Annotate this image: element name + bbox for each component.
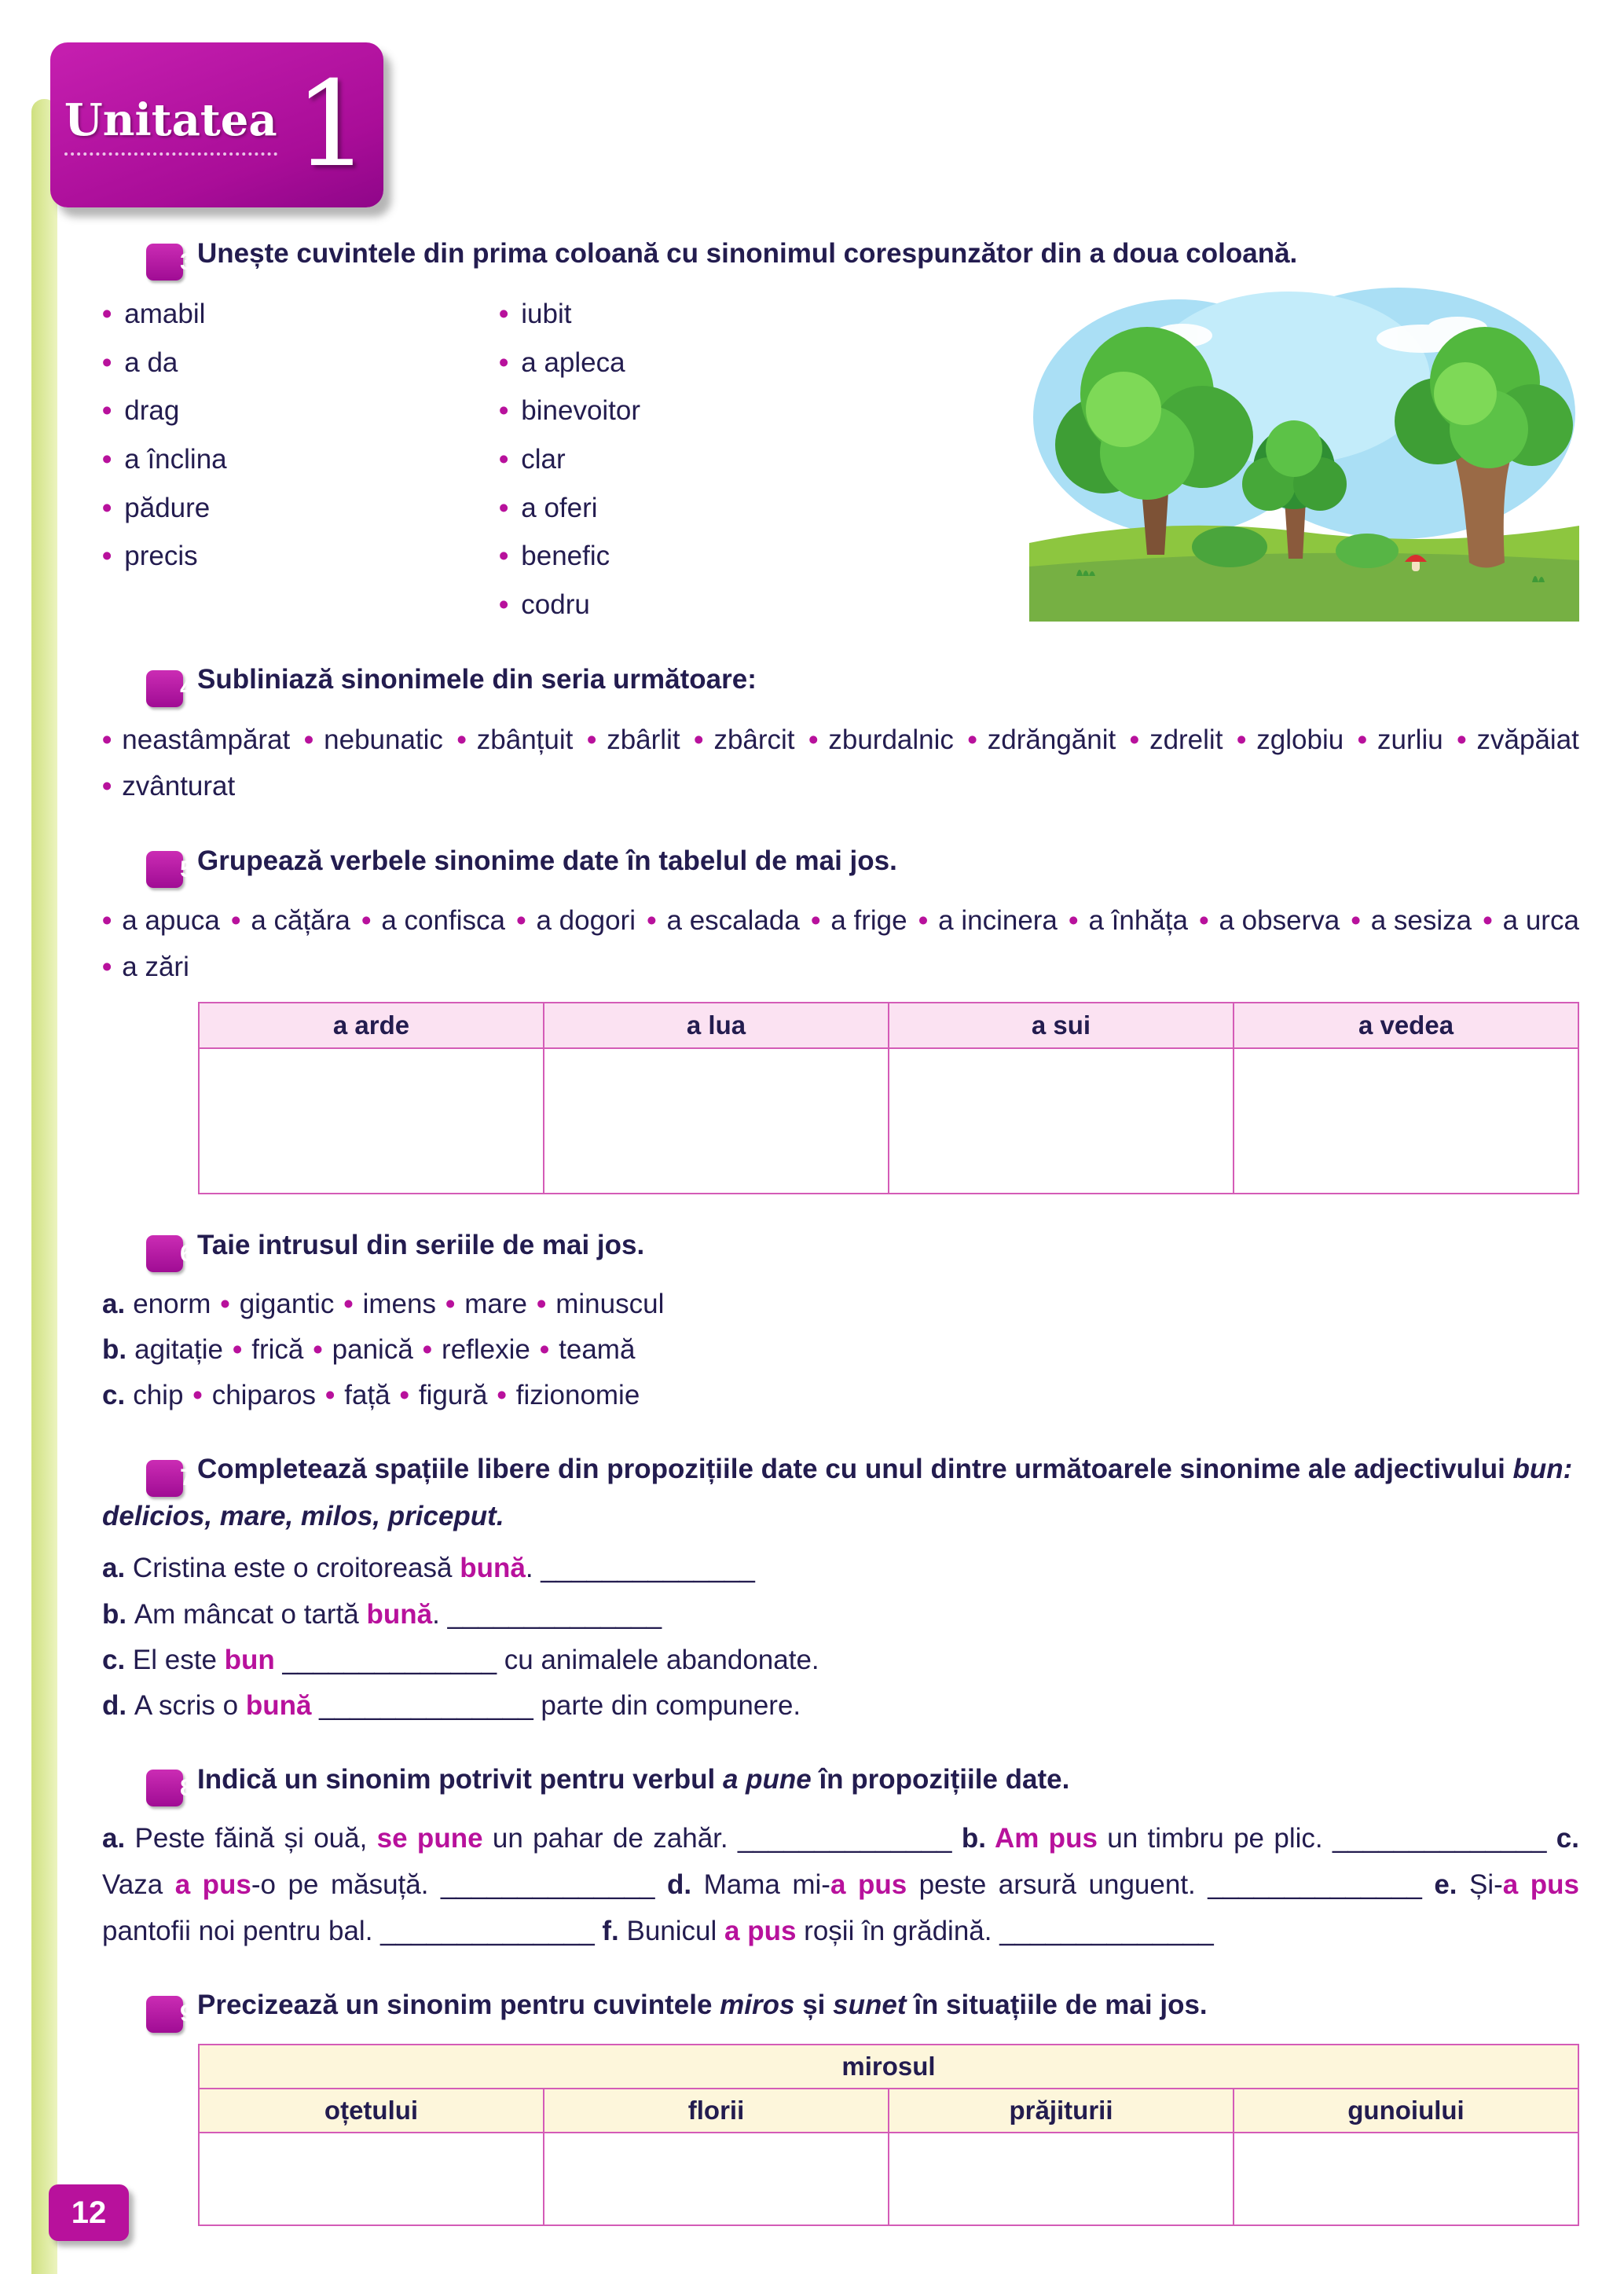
text-segment [1422, 1869, 1435, 1900]
list-item [1457, 717, 1579, 764]
column-header: a lua [544, 1003, 889, 1048]
bullet-icon: • [647, 904, 657, 936]
bullet-icon: • [1483, 904, 1493, 936]
forest-illustration-svg [1029, 284, 1579, 622]
group-header: mirosul [199, 2045, 1578, 2089]
text-segment: Indică un sinonim potrivit pentru verbul [197, 1763, 723, 1795]
exercise-number-badge: 7 [146, 1460, 183, 1497]
exercise-title-text [102, 1454, 1572, 1531]
exercise-title [102, 234, 1579, 281]
exercise-paragraph [102, 1816, 1579, 1954]
sentence [102, 1546, 1579, 1591]
bullet-separator-icon: • [192, 1380, 203, 1411]
series-word[interactable]: agitație [134, 1334, 223, 1366]
bullet-icon: • [1129, 724, 1140, 755]
page-number-badge: 12 [49, 2184, 129, 2241]
sentence [102, 1638, 1579, 1683]
bullet-separator-icon: • [497, 1380, 507, 1411]
table-header-row [199, 1003, 1578, 1048]
content [102, 234, 1579, 2257]
smell-table [198, 2044, 1579, 2226]
list-item [102, 717, 290, 764]
bullet-separator-icon: • [445, 1289, 456, 1320]
list-item [1069, 897, 1188, 944]
word: a apleca [521, 347, 625, 378]
word: drag [124, 395, 180, 427]
unit-number: 1 [294, 57, 370, 193]
list-item [647, 897, 800, 944]
bullet-separator-icon: • [220, 1289, 230, 1320]
text-segment [654, 1869, 667, 1900]
text-segment: Precizează un sinonim pentru cuvintele [197, 1990, 720, 2021]
highlighted-word: a pus [174, 1869, 251, 1900]
exercise-6 [102, 1226, 1579, 1419]
bullet-icon: • [499, 347, 509, 378]
exercise-5 [102, 842, 1579, 1194]
text-segment: d. [667, 1869, 704, 1900]
column-header: prăjiturii [889, 2089, 1234, 2133]
text-segment: c. [102, 1644, 133, 1675]
answer-blank[interactable]: ______________ [1208, 1869, 1422, 1900]
word[interactable]: a înhăța [1088, 904, 1188, 936]
text-segment: . [525, 1553, 541, 1584]
word[interactable]: a urca [1502, 904, 1579, 936]
list-item[interactable] [499, 339, 939, 387]
word[interactable]: a confisca [381, 904, 505, 936]
series-word[interactable]: față [344, 1380, 390, 1411]
highlighted-word: bună [460, 1553, 526, 1584]
series-word[interactable]: gigantic [239, 1289, 335, 1320]
text-segment: a. [102, 1553, 133, 1584]
word[interactable]: zvânturat [122, 771, 236, 802]
word[interactable]: nebunatic [324, 724, 443, 755]
bullet-separator-icon: • [422, 1334, 433, 1366]
series-words [133, 1289, 664, 1319]
text-segment: peste arsură unguent. [907, 1869, 1208, 1900]
text-segment: Am mâncat o tartă [134, 1598, 367, 1630]
series-word[interactable]: chiparos [211, 1380, 316, 1411]
exercise-title [102, 1986, 1579, 2032]
series-words [133, 1380, 640, 1410]
word[interactable]: a zări [122, 952, 189, 983]
exercise-3 [102, 234, 1579, 629]
word: amabil [124, 299, 206, 330]
text-segment: cu animalele abandonate. [497, 1644, 819, 1675]
text-segment: bun: delicios, mare, milos, priceput. [102, 1454, 1573, 1531]
word: benefic [521, 541, 610, 572]
text-segment: miros [720, 1990, 795, 2021]
exercise-title [102, 660, 1579, 706]
list-item [231, 897, 350, 944]
exercise-number-badge: 3 [146, 244, 183, 281]
word: pădure [124, 492, 211, 523]
text-segment: El este [132, 1644, 225, 1675]
word[interactable]: zdrelit [1149, 724, 1223, 755]
list-item[interactable] [499, 532, 939, 581]
answer-blank[interactable]: ______________ [282, 1644, 497, 1675]
word[interactable]: zurliu [1377, 724, 1443, 755]
bullet-icon: • [694, 724, 704, 755]
column-header: a sui [889, 1003, 1234, 1048]
answer-blank[interactable]: ______________ [541, 1553, 755, 1584]
highlighted-word: a pus [830, 1869, 907, 1900]
word-series-line [102, 1327, 1579, 1373]
list-item[interactable] [102, 387, 499, 435]
exercise-title-text [197, 1990, 1208, 2020]
group-header-row [199, 2045, 1578, 2089]
bullet-icon: • [1069, 904, 1079, 936]
bullet-icon: • [1199, 904, 1209, 936]
exercise-title [102, 1226, 1579, 1272]
series-word[interactable]: minuscul [555, 1289, 665, 1320]
text-segment: pantofii noi pentru bal. [102, 1915, 381, 1946]
exercise-9 [102, 1986, 1579, 2225]
list-item[interactable] [102, 484, 499, 533]
exercise-7 [102, 1450, 1579, 1728]
text-segment: b. [961, 1823, 995, 1854]
text-segment: în propozițiile date. [811, 1763, 1070, 1795]
text-segment: Și- [1469, 1869, 1503, 1900]
word[interactable]: a apuca [122, 904, 220, 936]
list-item [1237, 717, 1344, 764]
text-segment: Peste făină și ouă, [134, 1823, 377, 1854]
answer-blank[interactable]: ______________ [380, 1915, 595, 1946]
answer-cell[interactable] [889, 2133, 1234, 2225]
bullet-icon: • [102, 771, 112, 802]
word[interactable]: a sesiza [1370, 904, 1472, 936]
answer-row [199, 1048, 1578, 1194]
exercise-number-badge: 5 [146, 851, 183, 888]
word: codru [521, 589, 590, 620]
series-list [102, 1282, 1579, 1418]
text-segment [951, 1823, 961, 1854]
list-item [1199, 897, 1340, 944]
list-item[interactable] [102, 532, 499, 581]
series-word[interactable]: frică [251, 1334, 304, 1366]
bullet-icon: • [303, 724, 314, 755]
bullet-icon: • [102, 299, 112, 330]
bullet-icon: • [1357, 724, 1368, 755]
bullet-icon: • [456, 724, 467, 755]
text-segment: b. [102, 1598, 134, 1630]
word[interactable]: zbârcit [713, 724, 795, 755]
series-word[interactable]: panică [332, 1334, 413, 1366]
word[interactable]: a cățăra [251, 904, 350, 936]
text-segment: d. [102, 1689, 134, 1721]
bullet-icon: • [499, 444, 509, 475]
text-segment: un timbru pe plic. [1097, 1823, 1333, 1854]
bullet-separator-icon: • [539, 1334, 550, 1366]
list-item [516, 897, 636, 944]
bullet-icon: • [102, 904, 112, 936]
series-word[interactable]: teamă [559, 1334, 636, 1366]
text-segment: -o pe măsuță. [251, 1869, 441, 1900]
list-item [1351, 897, 1472, 944]
text-segment: e. [1434, 1869, 1470, 1900]
highlighted-word: bună [245, 1689, 312, 1721]
list-item[interactable] [499, 581, 939, 629]
list-item[interactable] [102, 290, 499, 339]
list-item [102, 763, 235, 810]
bullet-icon: • [499, 395, 509, 427]
list-item[interactable] [102, 339, 499, 387]
bullet-icon: • [516, 904, 526, 936]
highlighted-word: Am pus [994, 1823, 1098, 1854]
bullet-icon: • [231, 904, 241, 936]
answer-cell[interactable] [889, 1048, 1234, 1194]
text-segment [311, 1690, 319, 1721]
bullet-icon: • [102, 395, 112, 427]
bullet-icon: • [102, 492, 112, 523]
word[interactable]: zglobiu [1256, 724, 1344, 755]
text-segment: sunet [833, 1990, 907, 2021]
verbs-table [198, 1002, 1579, 1194]
text-segment: Bunicul [626, 1915, 725, 1946]
series-label: b. [102, 1334, 127, 1366]
text-segment: Mama mi- [703, 1869, 830, 1900]
text-segment: în situațiile de mai jos. [906, 1990, 1208, 2021]
bullet-icon: • [918, 904, 929, 936]
bullet-icon: • [499, 589, 509, 620]
exercise-title-text: Taie intrusul din seriile de mai jos. [197, 1229, 645, 1260]
list-item[interactable] [499, 290, 939, 339]
series-word[interactable]: imens [362, 1289, 436, 1320]
word: iubit [521, 299, 572, 330]
text-segment: și [794, 1990, 834, 2021]
bullet-icon: • [102, 952, 112, 983]
list-item [102, 897, 220, 944]
list-item[interactable] [499, 435, 939, 484]
list-item[interactable] [102, 435, 499, 484]
answer-blank[interactable]: ______________ [999, 1915, 1214, 1946]
word-series-line [102, 1282, 1579, 1327]
sentence-list [102, 1546, 1579, 1728]
bullet-icon: • [967, 724, 977, 755]
text-segment: roșii în grădină. [796, 1915, 1000, 1946]
text-segment: parte din compunere. [533, 1689, 801, 1721]
text-segment: . [432, 1598, 448, 1630]
text-segment: Completează spațiile libere din propozițiile date cu unul dintre următoarele sinonime ale adjectivului [197, 1454, 1513, 1485]
synonym-column-2 [499, 290, 939, 629]
column-header: a vedea [1234, 1003, 1578, 1048]
list-item [304, 717, 443, 764]
word-series [102, 897, 1579, 991]
highlighted-word: se pune [376, 1823, 483, 1854]
bullet-icon: • [102, 541, 112, 572]
text-segment [595, 1916, 603, 1946]
answer-cell[interactable] [1234, 2133, 1578, 2225]
exercise-4 [102, 660, 1579, 809]
word: a da [124, 347, 178, 378]
bullet-icon: • [102, 724, 112, 755]
list-item [1358, 717, 1443, 764]
exercise-title-text: Unește cuvintele din prima coloană cu sinonimul corespunzător din a doua coloană. [197, 238, 1298, 269]
list-item [918, 897, 1058, 944]
answer-blank[interactable]: ______________ [737, 1823, 952, 1854]
exercise-number-badge: 4 [146, 670, 183, 707]
text-segment: Vaza [102, 1869, 175, 1900]
list-item [361, 897, 505, 944]
exercise-title [102, 1760, 1579, 1806]
series-label: c. [102, 1380, 126, 1411]
bullet-separator-icon: • [324, 1380, 335, 1411]
bullet-icon: • [499, 541, 509, 572]
answer-cell[interactable] [199, 2133, 544, 2225]
word: binevoitor [521, 395, 641, 427]
text-segment: un pahar de zahăr. [482, 1823, 738, 1854]
column-header: a arde [199, 1003, 544, 1048]
bullet-icon: • [1457, 724, 1467, 755]
list-item [1483, 897, 1579, 944]
word[interactable]: zbânțuit [476, 724, 574, 755]
list-item [808, 717, 954, 764]
column-header: oțetului [199, 2089, 544, 2133]
bullet-icon: • [808, 724, 819, 755]
exercise-title-text: Grupează verbele sinonime date în tabelul de mai jos. [197, 845, 897, 876]
bullet-icon: • [1237, 724, 1247, 755]
bullet-separator-icon: • [343, 1289, 354, 1320]
list-item [968, 717, 1116, 764]
answer-row [199, 2133, 1578, 2225]
answer-cell[interactable] [1234, 1048, 1578, 1194]
answer-blank[interactable]: ______________ [319, 1689, 533, 1721]
bullet-icon: • [586, 724, 597, 755]
answer-cell[interactable] [544, 1048, 889, 1194]
series-word[interactable]: reflexie [442, 1334, 530, 1366]
series-label: a. [102, 1289, 126, 1320]
text-segment: f. [602, 1915, 627, 1946]
word[interactable]: zburdalnic [828, 724, 954, 755]
word[interactable]: zvăpăiat [1476, 724, 1579, 755]
text-segment [275, 1645, 283, 1675]
word-series [102, 717, 1579, 810]
sentence [102, 1683, 1579, 1729]
highlighted-word: bun [224, 1644, 275, 1675]
forest-illustration [1029, 284, 1579, 629]
series-word[interactable]: figură [418, 1380, 488, 1411]
exercise-title-text: Subliniază sinonimele din seria următoare: [197, 664, 757, 695]
text-segment [1546, 1823, 1556, 1854]
exercise-8 [102, 1760, 1579, 1955]
highlighted-word: bună [366, 1598, 433, 1630]
answer-cell[interactable] [199, 1048, 544, 1194]
exercise-number-badge: 6 [146, 1235, 183, 1272]
list-item [587, 717, 680, 764]
word: a înclina [124, 444, 227, 475]
word[interactable]: zdrăngănit [987, 724, 1116, 755]
series-word[interactable]: enorm [133, 1289, 211, 1320]
list-item [1130, 717, 1223, 764]
answer-blank[interactable]: ______________ [1332, 1823, 1547, 1854]
bullet-icon: • [1351, 904, 1361, 936]
series-words [134, 1334, 635, 1365]
bullet-icon: • [499, 492, 509, 523]
answer-cell[interactable] [544, 2133, 889, 2225]
unit-header [50, 42, 383, 207]
table-header-row [199, 2089, 1578, 2133]
word[interactable]: a escalada [666, 904, 800, 936]
bullet-separator-icon: • [399, 1380, 409, 1411]
word: precis [124, 541, 198, 572]
series-word[interactable]: fizionomie [515, 1380, 640, 1411]
exercise-number-badge: 8 [146, 1770, 183, 1806]
column-header: gunoiului [1234, 2089, 1578, 2133]
series-word[interactable]: chip [133, 1380, 184, 1411]
matching-columns [102, 290, 1579, 629]
bullet-icon: • [499, 299, 509, 330]
word[interactable]: a dogori [536, 904, 636, 936]
word[interactable]: a observa [1219, 904, 1340, 936]
word[interactable]: zbârlit [607, 724, 680, 755]
series-word[interactable]: mare [464, 1289, 527, 1320]
word: a oferi [521, 492, 598, 523]
word: clar [521, 444, 566, 475]
bullet-icon: • [102, 347, 112, 378]
list-item [694, 717, 794, 764]
list-item [457, 717, 574, 764]
column-header: florii [544, 2089, 889, 2133]
left-decor-stripe [31, 99, 57, 2274]
word-series-line [102, 1373, 1579, 1418]
answer-blank[interactable]: ______________ [447, 1598, 662, 1630]
bullet-separator-icon: • [536, 1289, 547, 1320]
list-item [811, 897, 907, 944]
list-item[interactable] [499, 387, 939, 435]
list-item [102, 944, 189, 991]
sentence [102, 1592, 1579, 1638]
text-segment: c. [1556, 1823, 1579, 1854]
bullet-icon: • [102, 444, 112, 475]
text-segment: Cristina este o croitoreasă [132, 1553, 460, 1584]
synonym-column-1 [102, 290, 499, 629]
highlighted-word: a pus [724, 1915, 797, 1946]
exercise-number-badge: 9 [146, 1996, 183, 2033]
bullet-separator-icon: • [313, 1334, 323, 1366]
bullet-separator-icon: • [232, 1334, 243, 1366]
exercise-title [102, 1450, 1579, 1536]
text-segment: a. [102, 1823, 135, 1854]
exercise-title [102, 842, 1579, 888]
word[interactable]: a incinera [938, 904, 1058, 936]
word[interactable]: a frige [830, 904, 907, 936]
text-segment: a pune [722, 1763, 812, 1795]
word[interactable]: neastâmpărat [122, 724, 291, 755]
exercise-title-text [197, 1764, 1069, 1795]
bullet-icon: • [811, 904, 821, 936]
list-item[interactable] [499, 484, 939, 533]
highlighted-word: a pus [1502, 1869, 1579, 1900]
answer-blank[interactable]: ______________ [440, 1869, 655, 1900]
text-segment: A scris o [134, 1689, 246, 1721]
bullet-icon: • [361, 904, 372, 936]
unit-label: Unitatea [64, 94, 277, 156]
